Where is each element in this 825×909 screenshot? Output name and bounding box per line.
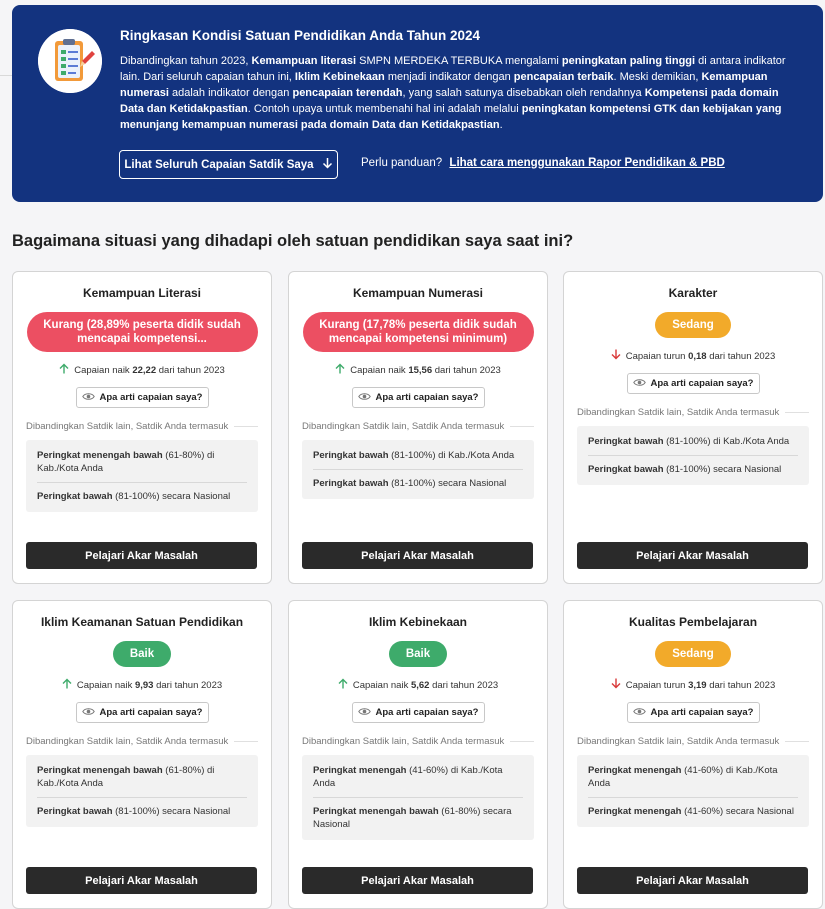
what-does-it-mean-button[interactable]	[352, 702, 485, 723]
change-suffix: dari tahun 2023	[432, 679, 499, 691]
summary-banner	[12, 5, 823, 202]
banner-highlight: Kemampuan numerasi	[120, 71, 768, 99]
banner-text-fragment: menjadi indikator dengan	[384, 71, 514, 83]
change-value: 5,62	[410, 679, 430, 691]
compare-label: Dibandingkan Satdik lain, Satdik Anda termasuk	[302, 736, 505, 747]
card-title: Karakter	[668, 286, 718, 300]
ask-label: Apa arti capaian saya?	[650, 378, 754, 389]
ask-label: Apa arti capaian saya?	[375, 707, 479, 718]
rank-range: (81-100%)	[391, 478, 436, 489]
rank-range: (81-100%)	[115, 491, 160, 502]
eye-icon	[358, 707, 371, 719]
card-title: Kualitas Pembelajaran	[628, 615, 758, 629]
banner-highlight: Iklim Kebinekaan	[294, 71, 385, 83]
banner-highlight: pencapaian terendah	[292, 87, 403, 99]
indicator-card	[563, 600, 823, 909]
rank-level: Peringkat bawah	[588, 436, 664, 447]
eye-icon	[358, 392, 371, 404]
change-prefix: Capaian naik	[76, 679, 133, 691]
rank-item	[313, 442, 523, 469]
compare-label: Dibandingkan Satdik lain, Satdik Anda termasuk	[577, 407, 780, 418]
banner-title: Ringkasan Kondisi Satuan Pendidikan Anda Tahun 2024	[120, 28, 481, 43]
rank-level: Peringkat menengah bawah	[313, 806, 439, 817]
what-does-it-mean-button[interactable]	[76, 387, 209, 408]
rank-level: Peringkat bawah	[313, 478, 389, 489]
ask-label: Apa arti capaian saya?	[99, 392, 203, 403]
rank-level: Peringkat bawah	[313, 450, 389, 461]
compare-label: Dibandingkan Satdik lain, Satdik Anda termasuk	[26, 736, 229, 747]
eye-icon	[633, 707, 646, 719]
arrow-down-icon	[611, 678, 621, 692]
rank-item	[588, 757, 798, 797]
achievement-change	[289, 363, 547, 377]
learn-root-cause-button[interactable]	[26, 867, 257, 894]
indicator-card	[288, 600, 548, 909]
banner-highlight: peningkatan kompetensi GTK dan kebijakan yang menunjang kemampuan numerasi pada domain Data dan Ketidakpastian	[120, 103, 782, 131]
arrow-up-icon	[62, 678, 72, 692]
rank-range: (81-100%)	[115, 806, 160, 817]
change-value: 9,93	[134, 679, 154, 691]
eye-icon	[633, 378, 646, 390]
status-badge	[655, 312, 731, 338]
learn-root-cause-button[interactable]	[26, 542, 257, 569]
what-does-it-mean-button[interactable]	[627, 702, 760, 723]
indicator-card	[563, 271, 823, 584]
status-badge	[27, 312, 258, 352]
rank-range: (81-100%)	[666, 464, 711, 475]
change-value: 15,56	[408, 364, 433, 376]
rank-item	[313, 797, 523, 838]
status-text: Sedang	[672, 648, 714, 660]
rank-item	[37, 442, 247, 482]
what-does-it-mean-button[interactable]	[352, 387, 485, 408]
indicator-card	[288, 271, 548, 584]
view-all-achievements-label: Lihat Seluruh Capaian Satdik Saya	[124, 158, 314, 171]
rank-item	[37, 757, 247, 797]
rank-scope: di Kab./Kota Anda	[313, 765, 503, 789]
rank-range: (81-100%)	[666, 436, 711, 447]
banner-text-fragment: SMPN MERDEKA TERBUKA mengalami	[356, 55, 562, 67]
change-suffix: dari tahun 2023	[709, 350, 776, 362]
divider	[785, 412, 809, 413]
learn-root-cause-label: Pelajari Akar Masalah	[361, 549, 474, 562]
status-badge	[303, 312, 534, 352]
learn-root-cause-label: Pelajari Akar Masalah	[85, 549, 198, 562]
banner-highlight: Kemampuan literasi	[251, 55, 357, 67]
rank-item	[37, 482, 247, 510]
change-prefix: Capaian turun	[625, 679, 686, 691]
rank-item	[588, 455, 798, 483]
card-title: Iklim Keamanan Satuan Pendidikan	[40, 615, 244, 629]
change-value: 3,19	[688, 679, 707, 691]
rank-range: (61-80%)	[165, 765, 205, 776]
achievement-change	[13, 363, 271, 377]
divider	[510, 426, 534, 427]
comparison-heading	[302, 736, 534, 747]
arrow-up-icon	[335, 363, 345, 377]
ask-label: Apa arti capaian saya?	[99, 707, 203, 718]
ask-label: Apa arti capaian saya?	[375, 392, 479, 403]
help-prefix: Perlu panduan?	[361, 157, 443, 169]
status-text: Baik	[129, 648, 155, 660]
banner-text-fragment: di antara indikator lain. Dari seluruh capaian tahun ini,	[120, 55, 786, 83]
banner-text-fragment: Dibandingkan tahun 2023,	[120, 55, 252, 67]
help-link[interactable]: Lihat cara menggunakan Rapor Pendidikan & PBD	[449, 157, 725, 169]
achievement-change	[289, 678, 547, 692]
rank-level: Peringkat menengah bawah	[37, 765, 163, 776]
rank-level: Peringkat menengah bawah	[37, 450, 163, 461]
rank-scope: secara Nasional	[162, 806, 231, 817]
banner-description	[120, 53, 800, 133]
banner-text-fragment: .	[499, 119, 503, 131]
change-value: 0,18	[688, 350, 707, 362]
section-title: Bagaimana situasi yang dihadapi oleh satuan pendidikan saya saat ini?	[12, 232, 574, 250]
eye-icon	[82, 392, 95, 404]
ranking-box	[302, 755, 534, 840]
divider	[234, 426, 258, 427]
learn-root-cause-button[interactable]	[577, 542, 808, 569]
rank-item	[588, 428, 798, 455]
learn-root-cause-label: Pelajari Akar Masalah	[361, 874, 474, 887]
rank-item	[37, 797, 247, 825]
banner-text-fragment: . Meski demikian,	[613, 71, 702, 83]
banner-highlight: peningkatan paling tinggi	[561, 55, 696, 67]
comparison-heading	[577, 407, 809, 418]
page-divider	[0, 75, 12, 76]
learn-root-cause-button[interactable]	[302, 867, 533, 894]
compare-label: Dibandingkan Satdik lain, Satdik Anda termasuk	[302, 421, 505, 432]
eye-icon	[82, 707, 95, 719]
divider	[785, 741, 809, 742]
rank-range: (41-60%)	[684, 765, 724, 776]
indicator-card	[12, 271, 272, 584]
rank-item	[313, 469, 523, 497]
banner-highlight: pencapaian terbaik	[513, 71, 614, 83]
rank-level: Peringkat menengah	[588, 765, 682, 776]
status-badge	[655, 641, 731, 667]
rank-level: Peringkat menengah	[588, 806, 682, 817]
comparison-heading	[26, 421, 258, 432]
learn-root-cause-label: Pelajari Akar Masalah	[85, 874, 198, 887]
learn-root-cause-label: Pelajari Akar Masalah	[636, 874, 749, 887]
rank-scope: di Kab./Kota Anda	[37, 765, 215, 789]
status-badge	[113, 641, 171, 667]
rank-scope: secara Nasional	[713, 464, 782, 475]
comparison-heading	[302, 421, 534, 432]
rank-range: (61-80%)	[165, 450, 205, 461]
rank-scope: secara Nasional	[725, 806, 794, 817]
arrow-up-icon	[59, 363, 69, 377]
change-suffix: dari tahun 2023	[156, 679, 223, 691]
learn-root-cause-label: Pelajari Akar Masalah	[636, 549, 749, 562]
divider	[234, 741, 258, 742]
rank-scope: secara Nasional	[162, 491, 231, 502]
banner-text-fragment: adalah indikator dengan	[168, 87, 293, 99]
what-does-it-mean-button[interactable]	[627, 373, 760, 394]
divider	[510, 741, 534, 742]
banner-text-fragment: , yang salah satunya disebabkan oleh rendahnya	[402, 87, 645, 99]
rank-range: (41-60%)	[684, 806, 724, 817]
ask-label: Apa arti capaian saya?	[650, 707, 754, 718]
view-all-achievements-button[interactable]	[119, 150, 338, 179]
rank-level: Peringkat bawah	[588, 464, 664, 475]
achievement-change	[564, 349, 822, 363]
change-suffix: dari tahun 2023	[158, 364, 225, 376]
ranking-box	[577, 426, 809, 485]
arrow-down-icon	[322, 157, 333, 172]
card-title: Kemampuan Literasi	[82, 286, 202, 300]
ranking-box	[26, 440, 258, 512]
rank-item	[588, 797, 798, 825]
ranking-box	[26, 755, 258, 827]
status-badge	[389, 641, 447, 667]
status-text: Kurang (17,78% peserta didik sudah mencapai kompetensi minimum)	[319, 319, 517, 345]
achievement-change	[13, 678, 271, 692]
change-suffix: dari tahun 2023	[709, 679, 776, 691]
card-title: Iklim Kebinekaan	[368, 615, 468, 629]
banner-highlight: Kompetensi pada domain Data dan Ketidakpastian	[120, 87, 779, 115]
learn-root-cause-button[interactable]	[302, 542, 533, 569]
change-suffix: dari tahun 2023	[434, 364, 501, 376]
comparison-heading	[577, 736, 809, 747]
status-text: Kurang (28,89% peserta didik sudah mencapai kompetensi...	[43, 319, 241, 345]
arrow-up-icon	[338, 678, 348, 692]
rank-range: (41-60%)	[409, 765, 449, 776]
compare-label: Dibandingkan Satdik lain, Satdik Anda termasuk	[577, 736, 780, 747]
arrow-down-icon	[611, 349, 621, 363]
change-prefix: Capaian naik	[350, 364, 406, 376]
comparison-heading	[26, 736, 258, 747]
status-text: Sedang	[672, 319, 714, 331]
rank-scope: secara Nasional	[438, 478, 507, 489]
rank-level: Peringkat menengah	[313, 765, 407, 776]
rank-scope: di Kab./Kota Anda	[713, 436, 790, 447]
change-prefix: Capaian turun	[625, 350, 686, 362]
clipboard-illustration-icon	[38, 29, 102, 93]
status-text: Baik	[405, 648, 431, 660]
ranking-box	[302, 440, 534, 499]
ranking-box	[577, 755, 809, 827]
rank-level: Peringkat bawah	[37, 491, 113, 502]
rank-scope: di Kab./Kota Anda	[588, 765, 778, 789]
achievement-change	[564, 678, 822, 692]
rank-scope: secara Nasional	[313, 806, 512, 830]
help-text	[361, 157, 725, 169]
rank-range: (61-80%)	[441, 806, 481, 817]
change-prefix: Capaian naik	[74, 364, 130, 376]
card-title: Kemampuan Numerasi	[352, 286, 484, 300]
banner-text-fragment: . Contoh upaya untuk membenahi hal ini adalah melalui	[247, 103, 522, 115]
change-value: 22,22	[132, 364, 157, 376]
rank-scope: di Kab./Kota Anda	[37, 450, 215, 474]
change-prefix: Capaian naik	[352, 679, 409, 691]
what-does-it-mean-button[interactable]	[76, 702, 209, 723]
learn-root-cause-button[interactable]	[577, 867, 808, 894]
rank-scope: di Kab./Kota Anda	[438, 450, 515, 461]
rank-level: Peringkat bawah	[37, 806, 113, 817]
compare-label: Dibandingkan Satdik lain, Satdik Anda termasuk	[26, 421, 229, 432]
indicator-card	[12, 600, 272, 909]
rank-item	[313, 757, 523, 797]
rank-range: (81-100%)	[391, 450, 436, 461]
